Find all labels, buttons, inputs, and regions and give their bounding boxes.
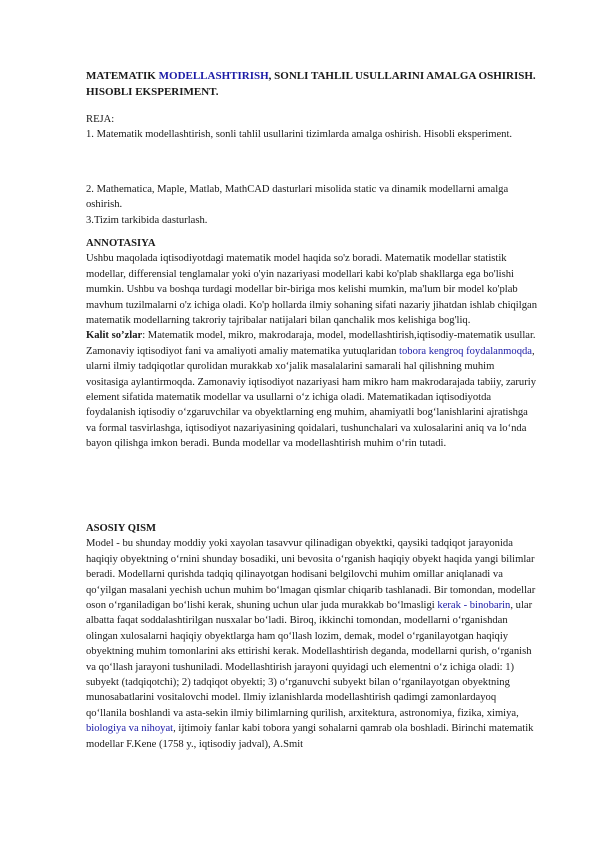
- main-text-1: Model - bu shunday moddiy yoki xayolan tasavvur qilinadigan obyektki, qaysiki tadqiqot jarayonida haqiqiy obyektning o‘rnini shunday bosadiki, uni bevosita o‘rganish haqiqiy obyekt haqida yangi bilimlar beradi. Modellarni qurishda tadqiq qilinayotgan hodisani belgilovchi muhim omillar aniqlanadi va qo‘yilgan masalani yechish uchun muhim bo‘lmagan qismlar chiqarib tashlanadi. Bir tomondan, modellar oson o‘rganiladigan bo‘lishi kerak, shuning uchun ular juda murakkab bo‘lmasligi: [86, 538, 536, 612]
- intro-paragraph: [86, 344, 538, 452]
- main-link-1[interactable]: kerak - binobarin: [437, 600, 511, 612]
- title-text-2: , SONLI TAHLIL USULLARINI AMALGA OSHIRISH. HISOBLI EKSPERIMENT.: [86, 70, 536, 98]
- main-section: [86, 521, 538, 752]
- plan-heading: REJA:: [86, 114, 115, 125]
- main-link-2[interactable]: biologiya va nihoyat: [86, 723, 174, 735]
- plan-item-1: 1. Matematik modellashtirish, sonli tahlil usullarini tizimlarda amalga oshirish. Hisobli eksperiment.: [86, 129, 513, 141]
- main-text-3: , ijtimoiy fanlar kabi tobora yangi sohalarni qamrab ola boshladi. Birinchi matematik modellar F.Kene (1758 y., iqtisodiy jadval), A.Smit: [86, 723, 534, 750]
- title-link[interactable]: MODELLASHTIRISH: [158, 70, 269, 82]
- main-paragraph: [86, 536, 538, 752]
- main-heading: ASOSIY QISM: [86, 523, 156, 534]
- intro-text-1: Zamonaviy iqtisodiyot fani va amaliyoti amaliy matematika yutuqlaridan: [86, 345, 400, 357]
- plan-section-continued: [86, 182, 538, 228]
- title-text-1: MATEMATIK: [86, 70, 159, 82]
- annotation-paragraph: Ushbu maqolada iqtisodiyotdagi matematik model haqida so'z boradi. Matematik modellar statistik modellar, differensial tenglamalar yoki o'yin nazariyasi modellari kabi ko'plab shakllarga ega bo'lishi mumkin. Ushbu va boshqa turdagi modellar bir-biriga mos kelishi mumkin, ma'lum bir model ko'plab mavhum tuzilmalarni o'z ichiga oladi. Ko'p hollarda ilmiy sohaning sifati nazariy jihatdan ishlab chiqilgan matematik modellarning takroriy tajribalar natijalari bilan qanchalik mos kelishiga bog'liq.: [86, 253, 537, 327]
- keywords-text: : Matematik model, mikro, makrodaraja, model, modellashtirish,iqtisodiy-matematik usullar.: [142, 330, 536, 342]
- intro-link[interactable]: tobora kengroq foydalanmoqda: [399, 345, 533, 357]
- plan-section: [86, 112, 538, 143]
- intro-text-2: , ularni ilmiy tadqiqotlar qurolidan murakkab xo‘jalik masalalarini samarali hal qilishning muhim vositasiga aylantirmoqda. Zamonaviy iqtisodiyot nazariyasi ham mikro ham makrodarajada tabiiy, zaruriy element sifatida matematik modellar va usullarni o‘z ichiga oladi. Matematikadan iqtisodiyotda foydalanish iqtisodiy o‘zgaruvchilar va obyektlarning eng muhim, ahamiyatli bog‘lanishlarini ajratishga va formal tasvirlashga, iqtisodiyot nazariyasining qoidalari, tushunchalari va xulosalarini aniq va lo‘nda bayon qilishga imkon beradi. Bunda modellar va modellashtirish muhim o‘rin tutadi.: [86, 345, 537, 450]
- plan-item-3: 3.Tizim tarkibida dasturlash.: [86, 214, 208, 226]
- annotation-section: [86, 236, 538, 452]
- keywords-paragraph: [86, 328, 538, 343]
- annotation-heading: ANNOTASIYA: [86, 238, 156, 249]
- document-title: [86, 68, 538, 100]
- keywords-label: Kalit so’zlar: [86, 330, 143, 342]
- main-text-2: , ular albatta faqat soddalashtirilgan nusxalar bo‘ladi. Biroq, ikkinchi tomondan, modellarni o‘rganishdan olingan xulosalarni haqiqiy obyektlarga ham qo‘llash lozim, demak, model o‘rganilayotgan haqiqiy obyektning muhim tomonlarini aks ettirishi kerak. Modellashtirish deganda, modellarni qurish, o‘rganish va qo‘llash jarayoni tushuniladi. Modellashtirish jarayoni quyidagi uch elementni o‘z ichiga oladi: 1) subyekt (tadqiqotchi); 2) tadqiqot obyekti; 3) o‘rganuvchi subyekt bilan o‘rganilayotgan obyektning munosabatlarini vositalovchi model. Ilmiy izlanishlarda modellashtirish qadimgi zamonlardayoq qo‘llanila boshlandi va asta-sekin ilmiy bilimlarning qurilish, arxitektura, astronomiya, fizika, ximiya,: [86, 600, 533, 719]
- plan-item-2: 2. Mathematica, Maple, Matlab, MathCAD dasturlari misolida static va dinamik modellarni amalga oshirish.: [86, 184, 509, 211]
